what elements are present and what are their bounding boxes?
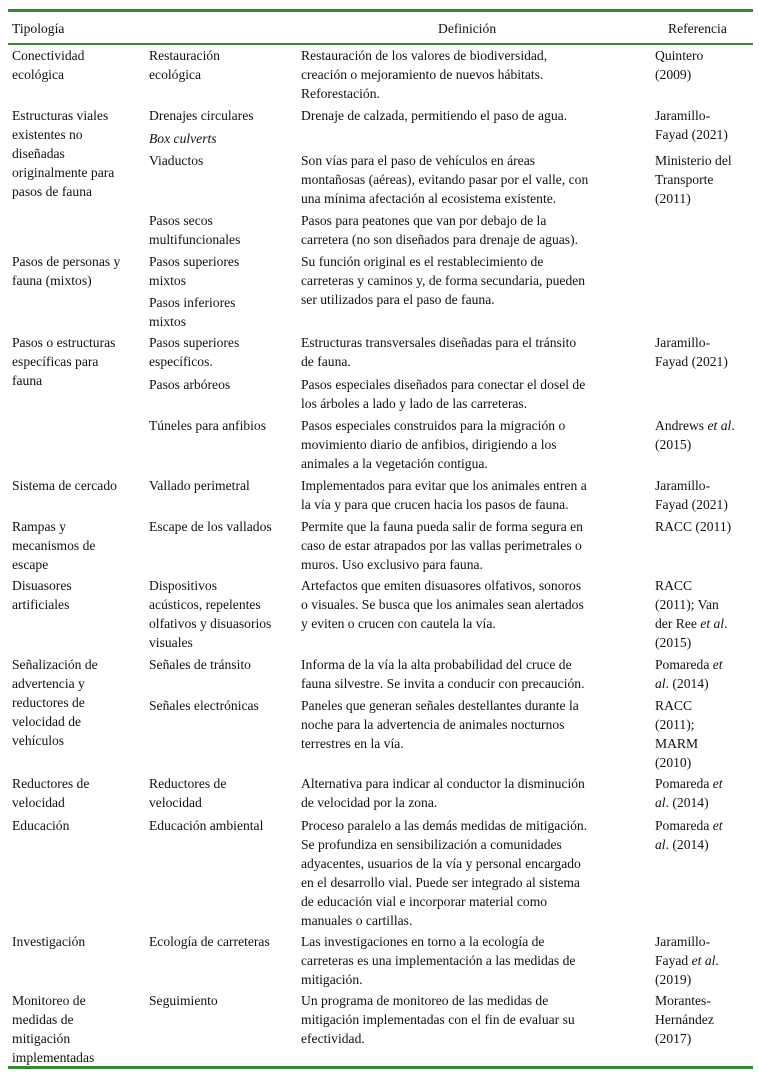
cell-tipologia: Pasos o estructuras específicas para fauna — [12, 335, 116, 388]
cell-medida: Pasos inferiores mixtos — [149, 295, 236, 329]
cell-medida: Túneles para anfibios — [149, 418, 267, 433]
cell-medida: Ecología de carreteras — [149, 934, 270, 949]
cell-medida: Pasos secos multifuncionales — [149, 213, 241, 247]
cell-referencia: Ministerio del Transporte (2011) — [655, 153, 732, 206]
table-header — [8, 19, 753, 38]
cell-medida: Pasos superiores mixtos — [149, 254, 240, 288]
cell-tipologia: Señalización de advertencia y reductores de velocidad de vehículos — [12, 657, 98, 748]
cell-tipologia: Reductores de velocidad — [12, 776, 90, 810]
cell-referencia: RACC (2011); MARM (2010) — [655, 698, 699, 770]
cell-definicion: Pasos para peatones que van por debajo de la carretera (no son diseñados para drenaje de aguas). — [301, 213, 579, 247]
cell-referencia: Pomareda et al. (2014) — [655, 657, 723, 691]
cell-tipologia: Estructuras viales existentes no diseñadas originalmente para pasos de fauna — [12, 108, 115, 199]
cell-tipologia: Investigación — [12, 934, 86, 949]
cell-medida: Educación ambiental — [149, 818, 264, 833]
et-al-italic: et al — [655, 818, 723, 852]
header-referencia: Referencia — [668, 21, 727, 36]
cell-medida: Seguimiento — [149, 993, 218, 1008]
cell-referencia: Jaramillo- Fayad (2021) — [655, 335, 728, 369]
cell-medida: Señales de tránsito — [149, 657, 251, 672]
cell-tipologia: Monitoreo de medidas de mitigación implementadas — [12, 993, 95, 1065]
cell-definicion: Paneles que generan señales destellantes durante la noche para la advertencia de animales nocturnos terrestres en la vía. — [301, 698, 579, 751]
cell-tipologia: Rampas y mecanismos de escape — [12, 519, 96, 572]
cell-definicion: Artefactos que emiten disuasores olfativos, sonoros o visuales. Se busca que los animales sean alertados y eviten o crucen con cautela la vía. — [301, 578, 584, 631]
et-al-italic: et al — [655, 657, 723, 691]
cell-referencia: Jaramillo- Fayad (2021) — [655, 108, 728, 142]
cell-definicion: Restauración de los valores de biodiversidad, creación o mejoramiento de nuevos hábitats. Reforestación. — [301, 48, 548, 101]
table-top-rule — [8, 9, 753, 12]
cell-referencia: RACC (2011); Van der Ree et al. (2015) — [655, 578, 728, 650]
cell-tipologia: Pasos de personas y fauna (mixtos) — [12, 254, 121, 288]
cell-medida: Drenajes circulares — [149, 108, 254, 123]
cell-medida: Dispositivos acústicos, repelentes olfativos y disuasorios visuales — [149, 578, 272, 650]
cell-definicion: Un programa de monitoreo de las medidas de mitigación implementadas con el fin de evaluar su efectividad. — [301, 993, 575, 1046]
cell-referencia: RACC (2011) — [655, 519, 732, 534]
cell-definicion: Pasos especiales construidos para la migración o movimiento diario de anfibios, dirigiendo a los animales a la vegetación contigua. — [301, 418, 566, 471]
cell-definicion: Su función original es el restablecimiento de carreteras y caminos y, de forma secundaria, pueden ser utilizados para el paso de fauna. — [301, 254, 586, 307]
cell-definicion: Estructuras transversales diseñadas para el tránsito de fauna. — [301, 335, 577, 369]
header-definicion: Definición — [438, 21, 497, 36]
cell-medida: Señales electrónicas — [149, 698, 259, 713]
et-al-italic: et al — [691, 953, 716, 968]
cell-tipologia: Conectividad ecológica — [12, 48, 85, 82]
cell-medida: Restauración ecológica — [149, 48, 220, 82]
et-al-italic: et al — [700, 616, 725, 631]
et-al-italic: et al — [707, 418, 732, 433]
cell-definicion: Implementados para evitar que los animales entren a la vía y para que crucen hacia los pasos de fauna. — [301, 478, 587, 512]
cell-referencia: Morantes- Hernández (2017) — [655, 993, 714, 1046]
table-bottom-rule — [8, 1066, 753, 1069]
cell-medida: Pasos arbóreos — [149, 377, 231, 392]
cell-referencia: Jaramillo- Fayad et al. (2019) — [655, 934, 719, 987]
cell-definicion: Drenaje de calzada, permitiendo el paso de agua. — [301, 108, 568, 123]
cell-medida: Pasos superiores específicos. — [149, 335, 240, 369]
cell-referencia: Quintero (2009) — [655, 48, 704, 82]
cell-definicion: Pasos especiales diseñados para conectar el dosel de los árboles a lado y lado de las carreteras. — [301, 377, 586, 411]
cell-referencia: Andrews et al. (2015) — [655, 418, 735, 452]
cell-referencia: Jaramillo- Fayad (2021) — [655, 478, 728, 512]
header-tipologia: Tipología — [12, 21, 65, 36]
cell-definicion: Informa de la vía la alta probabilidad del cruce de fauna silvestre. Se invita a conducir con precaución. — [301, 657, 585, 691]
cell-medida: Vallado perimetral — [149, 478, 250, 493]
cell-medida: Viaductos — [149, 153, 204, 168]
cell-tipologia: Educación — [12, 818, 70, 833]
cell-medida: Box culverts — [149, 131, 217, 146]
cell-definicion: Son vías para el paso de vehículos en áreas montañosas (aéreas), evitando pasar por el valle, con una mínima afectación al ecosistema existente. — [301, 153, 589, 206]
table-header-rule — [8, 43, 753, 45]
cell-definicion: Las investigaciones en torno a la ecología de carreteras es una implementación a las medidas de mitigación. — [301, 934, 576, 987]
cell-definicion: Permite que la fauna pueda salir de forma segura en caso de estar atrapados por las vallas perimetrales o muros. Uso exclusivo para fauna. — [301, 519, 583, 572]
cell-referencia: Pomareda et al. (2014) — [655, 818, 723, 852]
cell-medida: Escape de los vallados — [149, 519, 272, 534]
cell-tipologia: Sistema de cercado — [12, 478, 117, 493]
et-al-italic: et al — [655, 776, 723, 810]
cell-referencia: Pomareda et al. (2014) — [655, 776, 723, 810]
cell-tipologia: Disuasores artificiales — [12, 578, 72, 612]
cell-definicion: Proceso paralelo a las demás medidas de mitigación. Se profundiza en sensibilización a comunidades adyacentes, usuarios de la vía y personal encargado en el desarrollo vial. Puede ser integrado al sistema de educación vial e incorporar material como manuales o cartillas. — [301, 818, 588, 928]
cell-medida: Reductores de velocidad — [149, 776, 227, 810]
cell-definicion: Alternativa para indicar al conductor la disminución de velocidad por la zona. — [301, 776, 585, 810]
